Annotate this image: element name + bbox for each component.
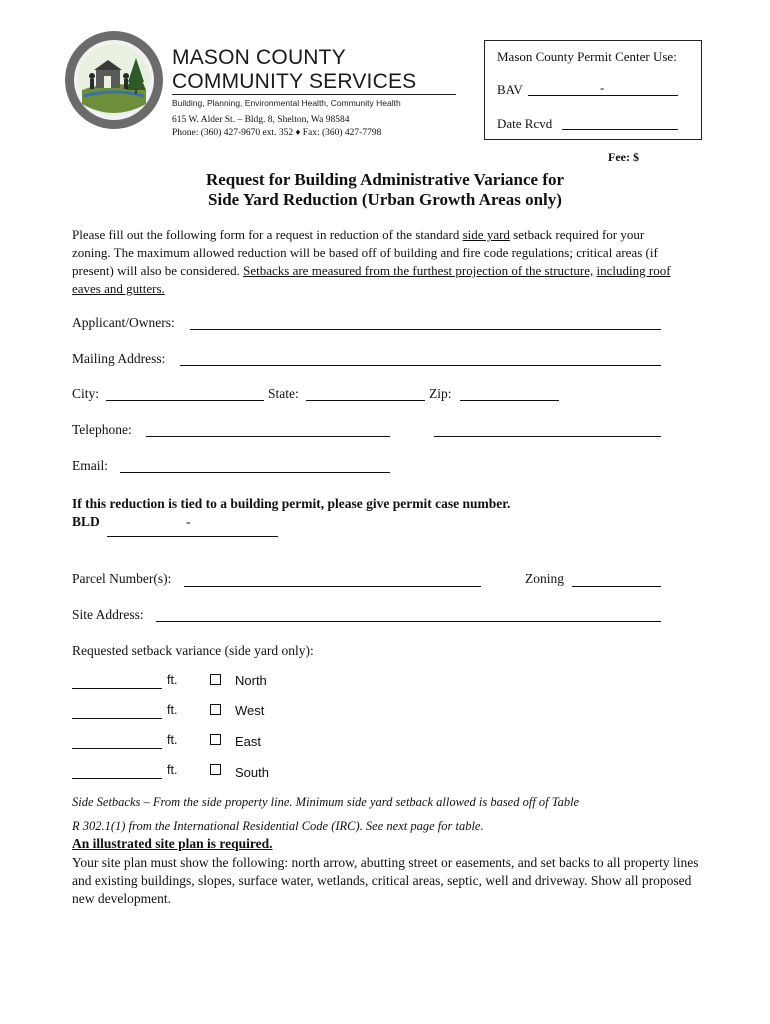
bld-permit-field[interactable] (107, 536, 278, 537)
telephone-field[interactable] (146, 436, 390, 437)
permit-question: If this reduction is tied to a building permit, please give permit case number. (72, 496, 511, 511)
email-label: Email: (72, 458, 108, 473)
south-checkbox[interactable] (210, 764, 221, 775)
west-ft-field[interactable] (72, 718, 162, 719)
note-line2: R 302.1(1) from the International Residential Code (IRC). See next page for table. (72, 819, 484, 833)
city-field[interactable] (106, 400, 264, 401)
variance-label: Requested setback variance (side yard only): (72, 643, 314, 658)
side-setback-note (72, 790, 692, 838)
north-checkbox[interactable] (210, 674, 221, 685)
applicant-label: Applicant/Owners: (72, 315, 175, 330)
intro-side-yard: side yard (462, 227, 510, 242)
organization-name (172, 46, 416, 94)
mailing-address-field[interactable] (180, 365, 661, 366)
org-subtitle: Building, Planning, Environmental Health, Community Health (172, 98, 401, 108)
site-plan-body: Your site plan must show the following: north arrow, abutting street or easements, and set backs to all property lines and existing buildings, slopes, surface water, wetlands, critical areas, septic, well and driveway. Show all proposed new development. (72, 855, 699, 906)
header-divider (172, 94, 456, 95)
telephone-field-2[interactable] (434, 436, 661, 437)
bld-dash: - (186, 514, 191, 529)
mailing-address-label: Mailing Address: (72, 351, 166, 366)
east-ft-unit: ft. (167, 733, 178, 747)
fee-label: Fee: $ (608, 150, 639, 164)
east-label: East (235, 734, 262, 749)
south-label: South (235, 765, 269, 780)
west-label: West (235, 703, 265, 718)
org-phone-fax: Phone: (360) 427-9670 ext. 352 ♦ Fax: (360) 427-7798 (172, 128, 382, 138)
north-ft-field[interactable] (72, 688, 162, 689)
org-name-line2: COMMUNITY SERVICES (172, 70, 417, 93)
zip-label: Zip: (429, 386, 452, 401)
intro-setbacks: Setbacks are measured from the furthest projection of the structure, (243, 263, 594, 278)
org-address: 615 W. Alder St. – Bldg. 8, Shelton, Wa 98584 (172, 115, 350, 125)
site-plan-heading: An illustrated site plan is required. (72, 836, 273, 851)
east-ft-field[interactable] (72, 748, 162, 749)
west-ft-unit: ft. (167, 703, 178, 717)
intro-eaves: including roof eaves and gutters. (72, 263, 671, 296)
site-address-field[interactable] (156, 621, 661, 622)
county-seal-icon (64, 30, 164, 130)
south-ft-unit: ft. (167, 763, 178, 777)
parcel-label: Parcel Number(s): (72, 571, 172, 586)
form-title-line1: Request for Building Administrative Variance for (205, 170, 565, 189)
org-name-line1: MASON COUNTY (172, 46, 346, 69)
org-contact (172, 114, 381, 140)
note-line1: Side Setbacks – From the side property line. Minimum side yard setback allowed is based off of Table (72, 795, 580, 809)
zoning-label: Zoning (525, 571, 564, 586)
intro-part2: setback required for your zoning. The maximum allowed reduction will be based off of building and fire code regulations; critical areas (if present) will also be considered. (72, 227, 658, 278)
west-checkbox[interactable] (210, 704, 221, 715)
bav-label: BAV (497, 82, 523, 97)
intro-paragraph (72, 226, 682, 298)
date-rcvd-field[interactable] (562, 129, 678, 130)
state-label: State: (268, 386, 299, 401)
parcel-field[interactable] (184, 586, 481, 587)
bld-label: BLD (72, 514, 100, 529)
site-address-label: Site Address: (72, 607, 144, 622)
form-title-line2: Side Yard Reduction (Urban Growth Areas only) (208, 190, 562, 209)
north-label: North (235, 673, 267, 688)
telephone-label: Telephone: (72, 422, 132, 437)
city-label: City: (72, 386, 100, 401)
east-checkbox[interactable] (210, 734, 221, 745)
south-ft-field[interactable] (72, 778, 162, 779)
date-rcvd-label: Date Rcvd (497, 116, 553, 131)
email-field[interactable] (120, 472, 390, 473)
office-use-title: Mason County Permit Center Use: (497, 49, 677, 64)
applicant-field[interactable] (190, 329, 661, 330)
north-ft-unit: ft. (167, 673, 178, 687)
zip-field[interactable] (460, 400, 559, 401)
form-title (0, 170, 770, 210)
state-field[interactable] (306, 400, 425, 401)
intro-part1: Please fill out the following form for a request in reduction of the standard (72, 227, 463, 242)
bav-dash: - (600, 80, 605, 95)
zoning-field[interactable] (572, 586, 661, 587)
